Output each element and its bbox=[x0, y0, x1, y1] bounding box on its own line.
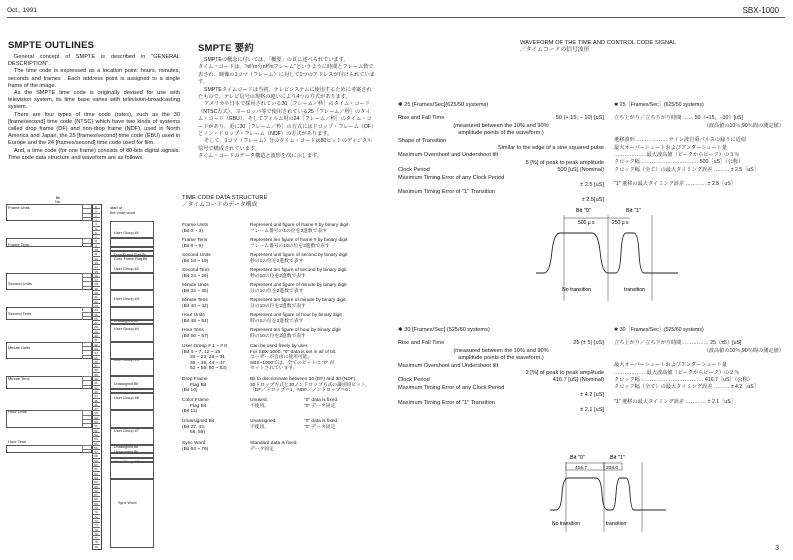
bit-cell: 62 bbox=[92, 471, 100, 475]
bit-cell: 0 bbox=[92, 204, 100, 208]
spec25-jp-over2: ……………… 最大波高値（ピークからピーク）の５％ bbox=[614, 152, 740, 159]
bit-cell: 6 bbox=[92, 230, 100, 234]
spec30-rise-note1: (measured between the 10% and 90% bbox=[453, 347, 549, 354]
bit-cell: 2 bbox=[92, 213, 100, 217]
spec30-overshoot-name: Maximum Overshoot and Undershoot tilt bbox=[398, 362, 499, 369]
spec30-clock: Clock Period 416.7 [uS] (Nominal) bbox=[398, 377, 604, 384]
wave30-signal bbox=[550, 478, 666, 510]
bit-cell: 28 bbox=[92, 324, 100, 328]
bit-field-box bbox=[6, 342, 92, 359]
bit-group-box bbox=[110, 307, 154, 320]
bit-cell: 79 bbox=[92, 544, 100, 548]
bit-cell: 19 bbox=[92, 286, 100, 290]
structure-descriptions: Frame Units (Bit 0 ~ 3) Represent unit figure of frame # by binary digit フレーム番号の1の位を2進数で表す Frame Tens (Bit 8 ~ 9) Represent ten figure of frame # by binary digit フレーム番号の10の位を2進数で表す Second Units (Bit 16 ~ 19) Represent unit figure of second by binary digit 秒の1の位を2進数で表す Second Tens (Bit 24 ~ 26) Represent ten figure of second by binary digit 秒の10の位を2進数で表す Minute Units (Bit 32 ~ 35) Represent unit figure of minute by binary digit 分の1の位を2進数で表す Minute Tens (Bit 40 ~ 42) Represent ten figure of minute by binary digit 分の10の位を2進数で表す Hour Units (Bit 48 ~ 51) Represent unit figure of hour by binary digit 時の1の位を2進数で表す Hour Tens (Bit 56 ~ 57) Represent ten figure of hour by binary digit 時の10の位を2進数で表す User Group # 1 ~ # 8 (Bit 4 ~ 7, 12 ~ 15 20 ~ 23, 28 ~ 31 36 ~ 39, 44 ~ 47 52 ~ 55, 60 ~ 63) Can be used freely by user. For SBX-1000, "0" data is set in all of bit. ユーザーが自由に使用可能。 SBX−1000では、全てのビットに "0" が セットされています。 Drop Frame Flag Bit (Bit 10) Bit to discriminate between 30 (DF) and 30 (NDF). 30ドロップ方式と30ノンドロップ方式の識別用ビット。 （DF／ドロップ＝1，NDF／ノンドロップ＝0） Color Frame Flag Bit (Bit 11) Unused. "0" data is fixed. 不使用。 "0" データ固定 Unassigned Bit (Bit 27, 43, 58, 59) Unassigned. "0" data is fixed. 不使用。 "0" データ固定 Sync Word (Bit 64 ~ 79) Standard data is fixed. データ固定 bbox=[182, 223, 370, 452]
bit-cell: 70 bbox=[92, 505, 100, 509]
bit-group-box bbox=[110, 376, 154, 389]
outlines-jp-body bbox=[198, 57, 376, 161]
bit-cell: 78 bbox=[92, 539, 100, 543]
struct-right-ug7: User Group #7 bbox=[114, 429, 139, 433]
bit-cell: 17 bbox=[92, 277, 100, 281]
bit-cell: 20 bbox=[92, 290, 100, 294]
bit-cell: 49 bbox=[92, 415, 100, 419]
waveform-title: WAVEFORM OF THE TIME AND CONTROL CODE SIGNAL bbox=[520, 40, 677, 46]
wave30-no-transition: No transition bbox=[552, 521, 581, 527]
bit-cell: 48 bbox=[92, 410, 100, 414]
spec25-label: ✱ 25 [Frames/Sec](625/50 systems) bbox=[398, 102, 489, 108]
struct-left-second-tens: Second Tens bbox=[8, 311, 32, 316]
spec25-shape-name: Shape of Transition bbox=[398, 137, 447, 144]
bit-cell: 50 bbox=[92, 419, 100, 423]
bit-cell: 75 bbox=[92, 527, 100, 531]
bit-cell: 22 bbox=[92, 299, 100, 303]
spec25-label-jp: ✱ 25［Frames/Sec］(625/50 systems) bbox=[614, 102, 704, 108]
bit-cell: 29 bbox=[92, 329, 100, 333]
bit-cell: 31 bbox=[92, 337, 100, 341]
bit-cell: 54 bbox=[92, 436, 100, 440]
spec30-jp-over2: ……………… 最大波高値（ピークからピーク）の２％ bbox=[614, 369, 740, 376]
bit-cell: 27 bbox=[92, 320, 100, 324]
spec25-timing-any-name: Maximum Timing Error of any Clock Period bbox=[398, 174, 505, 181]
bit-cell: 43 bbox=[92, 389, 100, 393]
struct-left-frame-units: Frame Units bbox=[8, 205, 30, 210]
bit-cell: 37 bbox=[92, 363, 100, 367]
struct-left-frame-tens: Frame Tens bbox=[8, 242, 30, 247]
bit-cell: 64 bbox=[92, 479, 100, 483]
bit-cell: 24 bbox=[92, 307, 100, 311]
struct-right-ug5: User Group #5 bbox=[114, 358, 139, 362]
waveform-diagram-25 bbox=[532, 205, 682, 301]
bit-weight-cell bbox=[82, 243, 92, 247]
bit-cell: 58 bbox=[92, 453, 100, 457]
spec25-jp-shape: 遷移波形 ……………… サイン波自乗パルスの縁りに近似 bbox=[614, 137, 747, 144]
struct-right-ua2: Unassigned Bit bbox=[114, 382, 139, 386]
wave30-period0: 416.7 bbox=[575, 465, 588, 471]
wave25-no-transition: No transition bbox=[562, 287, 592, 293]
bit-cell: 23 bbox=[92, 303, 100, 307]
bit-cell: 59 bbox=[92, 458, 100, 462]
bit-cell: 72 bbox=[92, 514, 100, 518]
spec25-shape-value: Similar to the edge of a sine squared pulse bbox=[497, 145, 604, 152]
structure-title-block bbox=[182, 195, 267, 209]
outlines-en-p4: There are four types of time code (rates), such as the 30 [frame/second] time code (NTSC) which have two kinds of systems called drop frame (DF) and non-drop frame (NDF), used in North America and Japan, the 25 [frames/second] time code (EBU) used in Europe and the 24 [frames/second] time code used for film. bbox=[8, 111, 180, 147]
header-rule bbox=[7, 17, 785, 18]
bit-group-box bbox=[110, 479, 154, 548]
struct-left-second-units: Second Units bbox=[8, 281, 32, 286]
bit-field-box bbox=[6, 410, 92, 427]
waveform-diagram-30 bbox=[548, 452, 668, 532]
bit-cell: 8 bbox=[92, 238, 100, 242]
bit-legend-line1: start of bbox=[110, 205, 123, 210]
spec30-jp-rise-note: （波高値の10％,90％間の測定値） bbox=[703, 347, 784, 354]
struct-right-ua1: Unassigned Bit bbox=[114, 319, 139, 323]
spec30-jp-over1: 最大オーバーシュートおよびアンダーシュート量 bbox=[614, 362, 728, 369]
bit-cell: 76 bbox=[92, 531, 100, 535]
header-model: SBX-1000 bbox=[742, 6, 779, 15]
outlines-en-title: SMPTE OUTLINES bbox=[8, 40, 95, 51]
spec25-timing-one-value: ± 2.5[uS] bbox=[581, 196, 604, 203]
outlines-jp-p5: そして、1コマ（フレーム）分のタイム・コードは80ビットのディジタル信号で構成されています。 bbox=[198, 138, 373, 152]
bit-legend-line2: the code word bbox=[110, 209, 136, 215]
spec30-label-jp: ✱ 30［Frames/Sec］(525/60 systems) bbox=[614, 327, 704, 333]
wave25-period1: 250 μ s bbox=[612, 220, 629, 226]
bit-group-box bbox=[110, 462, 154, 479]
bit-cell: 53 bbox=[92, 432, 100, 436]
struct-right-ug2: User Group #2 bbox=[114, 267, 139, 271]
outlines-jp-p1: SMPTEの概念に付いては、「概要」の頁に述べられています。 bbox=[204, 57, 349, 63]
bit-group-box bbox=[110, 324, 154, 341]
waveform-title-block bbox=[520, 40, 676, 54]
bit-weight-cell bbox=[82, 385, 92, 389]
bit-field-box bbox=[6, 376, 92, 389]
bit-cell: 71 bbox=[92, 509, 100, 513]
bit-cell: 1 bbox=[92, 208, 100, 212]
bit-group-box bbox=[110, 342, 154, 359]
spec30-label: ✱ 30 [Frames/Sec] (525/60 systems) bbox=[398, 327, 490, 333]
spec30-timing-any-name: Maximum Timing Error of any Clock Period bbox=[398, 384, 505, 391]
spec25-jp-over1: 最大オーバーシュートおよびアンダーシュート量 bbox=[614, 144, 728, 151]
bit-cell: 10 bbox=[92, 247, 100, 251]
spec25-rise-note2: amplitude points of the waveform.) bbox=[458, 130, 544, 137]
bit-cell: 7 bbox=[92, 234, 100, 238]
bit-cell: 11 bbox=[92, 251, 100, 255]
bit-group-box bbox=[110, 238, 154, 247]
spec30-rise-note2: amplitude points of the waveform.) bbox=[458, 355, 544, 362]
bit-cell: 25 bbox=[92, 312, 100, 316]
bit-no-header: Bit No. bbox=[55, 196, 61, 204]
spec25-clock: Clock Period 500 [uS] (Nominal) bbox=[398, 167, 604, 174]
bit-cell: 45 bbox=[92, 398, 100, 402]
bit-weight-cell bbox=[82, 449, 92, 453]
spec30-overshoot-value: 2 [%] of peak to peak amplitude bbox=[525, 370, 604, 377]
spec25-overshoot-value: 5 [%] of peak to peak amplitude bbox=[525, 159, 604, 166]
bit-weight-cell bbox=[82, 217, 92, 221]
spec30-en bbox=[398, 327, 604, 414]
bit-cell: 26 bbox=[92, 316, 100, 320]
bit-group-box bbox=[110, 290, 154, 307]
struct-right-ug1: User Group #1 bbox=[114, 231, 139, 235]
struct-left-hour-units: Hour Units bbox=[8, 409, 27, 414]
wave25-signal bbox=[536, 233, 678, 273]
spec30-timing-any-value: ± 4.2 [uS] bbox=[580, 392, 604, 399]
bit-field-box bbox=[6, 445, 92, 454]
bit-cell: 51 bbox=[92, 423, 100, 427]
bit-cell: 32 bbox=[92, 342, 100, 346]
spec30-jp-one: "1" 遷移の最大タイミング誤差 ………… ± 2.1［uS］ bbox=[614, 398, 736, 405]
bit-cell: 35 bbox=[92, 355, 100, 359]
bit-cell: 14 bbox=[92, 264, 100, 268]
bit-group-box bbox=[110, 393, 154, 410]
outlines-en-body bbox=[8, 54, 180, 162]
spec30-jp-clock: クロック幅 ……………………………… 416.7［uS］（公称） bbox=[614, 377, 753, 384]
bit-cell: 40 bbox=[92, 376, 100, 380]
struct-right-ua4: Unassigned Bit bbox=[114, 450, 139, 454]
struct-right-sync: Sync Word bbox=[118, 501, 137, 505]
bit-cell: 33 bbox=[92, 346, 100, 350]
struct-right-ug4: User Group #4 bbox=[114, 327, 139, 331]
bit-cell: 5 bbox=[92, 226, 100, 230]
spec30-rise: Rise and Fall Time 25 (± 5) [uS] bbox=[398, 340, 604, 347]
bit-cell: 57 bbox=[92, 449, 100, 453]
bit-cell: 73 bbox=[92, 518, 100, 522]
bit-weight-cell bbox=[82, 423, 92, 427]
spec30-jp bbox=[614, 327, 784, 406]
wave25-period0: 500 μ s bbox=[578, 220, 595, 226]
spec25-jp-timing: クロック幅（全て）の最大タイミング誤差 ……… ± 2.5［uS］ bbox=[614, 166, 759, 173]
spec25-rise: Rise and Fall Time 50 (+ 15, − 10) [uS] bbox=[398, 115, 604, 122]
bit-cell: 65 bbox=[92, 484, 100, 488]
bit-field-box bbox=[6, 238, 92, 247]
outlines-jp-title: SMPTE 要約 bbox=[198, 43, 254, 54]
outlines-en-p2: The time code is expressed as a location point: hours, minutes, seconds and frames . Each address point is assigned to a single frame of the image. bbox=[8, 68, 180, 89]
bit-cell: 18 bbox=[92, 281, 100, 285]
spec25-timing-any-value: ± 2.5 [uS] bbox=[580, 182, 604, 189]
outlines-en-p3: As the SMPTE time code is originally devised for use with television system, its time base varies with television-broadcasting system. bbox=[8, 90, 180, 111]
bit-group-box bbox=[110, 273, 154, 290]
bit-cell: 15 bbox=[92, 269, 100, 273]
spec25-jp-rise: 立ち上がり／立ち下がり時間 …… 50（+15，−10）[uS] bbox=[614, 115, 743, 122]
wave30-transition: transition bbox=[606, 521, 627, 527]
spec30-jp-rise: 立ち上がり／立ち下がり時間 …………… 25（±5）[uS] bbox=[614, 340, 742, 347]
bit-cell: 34 bbox=[92, 350, 100, 354]
bit-cell: 4 bbox=[92, 221, 100, 225]
wave25-transition: transition bbox=[624, 287, 646, 293]
struct-right-ua3: Unassigned Bit bbox=[114, 445, 139, 449]
spec25-jp bbox=[614, 102, 784, 189]
spec25-jp-clock: クロック幅 …………………………… 500［uS］（公称） bbox=[614, 159, 744, 166]
bit-group-box bbox=[110, 428, 154, 445]
wave25-bit0-label: Bit "0" bbox=[576, 208, 591, 214]
bit-cell: 42 bbox=[92, 385, 100, 389]
bit-cell: 56 bbox=[92, 445, 100, 449]
bit-cell: 21 bbox=[92, 294, 100, 298]
outlines-en-p5: And, a time code (for one frame) consists of 80-bits digital signals. Time code data structure and waveform are as follows. bbox=[8, 147, 180, 161]
bit-field-box bbox=[6, 307, 92, 320]
bit-cell: 77 bbox=[92, 535, 100, 539]
bit-cell: 30 bbox=[92, 333, 100, 337]
bit-cell: 66 bbox=[92, 488, 100, 492]
bit-cell: 68 bbox=[92, 496, 100, 500]
bit-cell: 3 bbox=[92, 217, 100, 221]
bit-cell: 61 bbox=[92, 466, 100, 470]
spec25-overshoot-name: Maximum Overshoot and Undershoot tilt bbox=[398, 152, 499, 159]
bit-field-box bbox=[6, 273, 92, 290]
spec30-jp-timing: クロック幅（全て）の最大タイミング誤差 ……… ± 4.2［uS］ bbox=[614, 384, 759, 391]
spec25-rise-note1: (measured between the 10% and 90% bbox=[453, 122, 549, 129]
struct-left-hour-tens: Hour Tens bbox=[8, 439, 27, 444]
spec25-jp-rise-note: （波高値の10％,90％間の測定値） bbox=[703, 122, 784, 129]
spec30-timing-one-name: Maximum Timing Error of "1" Transition bbox=[398, 399, 495, 406]
header-date: Oct., 1991 bbox=[7, 7, 37, 14]
bit-cell: 60 bbox=[92, 462, 100, 466]
outlines-jp bbox=[198, 40, 376, 161]
bit-group-box bbox=[110, 410, 154, 427]
struct-right-ug3: User Group #3 bbox=[114, 297, 139, 301]
outlines-en bbox=[8, 40, 180, 162]
wave30-bit1-label: Bit "1" bbox=[610, 455, 625, 461]
wave25-bit1-label: Bit "1" bbox=[626, 208, 641, 214]
bit-cell: 63 bbox=[92, 475, 100, 479]
bit-group-box bbox=[110, 221, 154, 238]
spec25-jp-one: "1" 遷移の最大タイミング誤差 ………… ± 2.5［uS］ bbox=[614, 181, 736, 188]
bit-cell: 39 bbox=[92, 372, 100, 376]
bit-cell: 52 bbox=[92, 428, 100, 432]
bit-cell: 47 bbox=[92, 406, 100, 410]
page-number: 3 bbox=[775, 545, 779, 552]
bit-field-box bbox=[6, 204, 92, 221]
wave30-period1: 208.0 bbox=[606, 465, 619, 471]
spec25-timing-one-name: Maximum Timing Error of "1" Transition bbox=[398, 189, 495, 196]
bit-cell: 46 bbox=[92, 402, 100, 406]
bit-group-box bbox=[110, 359, 154, 376]
outlines-jp-p6: タイム・コードのデータ構造と波形を次に示します。 bbox=[198, 153, 322, 160]
structure-title-jp: ／タイムコードのデータ構成 bbox=[182, 202, 258, 208]
bit-cell: 74 bbox=[92, 522, 100, 526]
bit-group-box bbox=[110, 256, 154, 273]
bit-cell: 12 bbox=[92, 256, 100, 260]
struct-right-ug8: User Group #8 bbox=[114, 460, 139, 464]
outlines-jp-p2: タイム・コードは、"n時n分n秒nフレーム"というように時間とフレーム数で表され、映像の1コマ（フレーム）に対して1つのアドレスが付けられています。 bbox=[198, 64, 375, 86]
outlines-jp-p4: アメリカや日本で採用されている30［フレーム／秒］のタイム・コード（NTSC方式）、ヨーロッパ等で使用されている25［フレーム／秒］のタイム・コード（EBU）、そしてフィルム用の24［フレーム／秒］のタイム・コードがあり、更に30［フレーム／秒］の方式にはドロップ・フレーム（DF）とノン・ドロップ・フレーム（NDF）の方式があります。 bbox=[198, 101, 374, 138]
outlines-en-p1: General concept of SMPTE is described in "GENERAL DESCRIPTION". bbox=[8, 54, 180, 68]
spec25-en bbox=[398, 102, 604, 204]
bit-cell: 9 bbox=[92, 243, 100, 247]
outlines-jp-p3: SMPTEタイムコードは当初、テレビシステムに使用するために考案されたもので、テレビ信号の規格の違いにより4つの方式があります。 bbox=[198, 86, 372, 101]
waveform-title-jp: ／タイムコードの信号波形 bbox=[520, 47, 590, 53]
bit-cell: 38 bbox=[92, 367, 100, 371]
bit-cell: 55 bbox=[92, 441, 100, 445]
struct-right-cf: Color Frame Flag Bit bbox=[114, 257, 148, 261]
bit-weight-cell bbox=[82, 286, 92, 290]
bit-cell: 67 bbox=[92, 492, 100, 496]
bit-cell: 36 bbox=[92, 359, 100, 363]
struct-right-df: Drop Frame Flag Bit bbox=[114, 253, 147, 257]
bit-cell: 41 bbox=[92, 380, 100, 384]
bit-cell: 13 bbox=[92, 260, 100, 264]
wave30-bit0-label: Bit "0" bbox=[570, 455, 585, 461]
structure-title: TIME CODE DATA STRUCTURE bbox=[182, 195, 268, 201]
bit-weight-cell bbox=[82, 355, 92, 359]
bit-cell: 69 bbox=[92, 501, 100, 505]
bit-weight-cell bbox=[82, 316, 92, 320]
struct-left-minute-tens: Minute Tens bbox=[8, 376, 30, 381]
bit-cell: 16 bbox=[92, 273, 100, 277]
bit-group-box bbox=[110, 445, 154, 454]
struct-left-minute-units: Minute Units bbox=[8, 345, 31, 350]
spec30-timing-one-value: ± 2.1 [uS] bbox=[580, 407, 604, 414]
bit-cell: 44 bbox=[92, 393, 100, 397]
struct-right-ug6: User Group #6 bbox=[114, 396, 139, 400]
